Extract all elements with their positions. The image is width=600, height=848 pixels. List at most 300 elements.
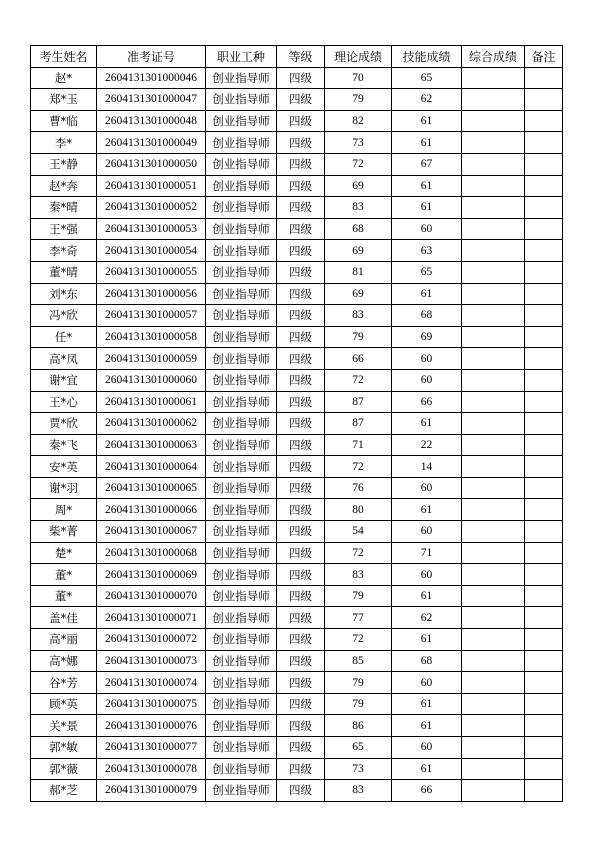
cell-name: 顾*英 [31, 693, 97, 715]
cell-overall-score [462, 175, 525, 197]
cell-name: 安*英 [31, 456, 97, 478]
cell-overall-score [462, 758, 525, 780]
cell-occupation: 创业指导师 [206, 326, 277, 348]
cell-theory-score: 73 [325, 758, 392, 780]
cell-ticket-number: 2604131301000050 [97, 153, 206, 175]
cell-remarks [525, 369, 563, 391]
table-row [31, 153, 563, 175]
cell-level: 四级 [277, 67, 325, 89]
cell-skill-score: 61 [392, 413, 462, 435]
header-level: 等级 [277, 46, 325, 68]
cell-ticket-number: 2604131301000065 [97, 477, 206, 499]
cell-remarks [525, 175, 563, 197]
cell-remarks [525, 758, 563, 780]
table-row [31, 391, 563, 413]
cell-ticket-number: 2604131301000063 [97, 434, 206, 456]
cell-occupation: 创业指导师 [206, 715, 277, 737]
header-row [31, 46, 563, 68]
cell-level: 四级 [277, 650, 325, 672]
cell-name: 郑*玉 [31, 89, 97, 111]
cell-remarks [525, 89, 563, 111]
cell-remarks [525, 326, 563, 348]
cell-occupation: 创业指导师 [206, 283, 277, 305]
cell-name: 柴*菁 [31, 521, 97, 543]
table-row [31, 585, 563, 607]
cell-remarks [525, 780, 563, 802]
cell-overall-score [462, 542, 525, 564]
table-row [31, 218, 563, 240]
cell-skill-score: 65 [392, 261, 462, 283]
cell-ticket-number: 2604131301000073 [97, 650, 206, 672]
cell-theory-score: 83 [325, 564, 392, 586]
table-row [31, 197, 563, 219]
cell-name: 高*凤 [31, 348, 97, 370]
cell-ticket-number: 2604131301000056 [97, 283, 206, 305]
cell-level: 四级 [277, 693, 325, 715]
cell-occupation: 创业指导师 [206, 261, 277, 283]
cell-overall-score [462, 629, 525, 651]
table-row [31, 672, 563, 694]
cell-theory-score: 69 [325, 240, 392, 262]
cell-level: 四级 [277, 391, 325, 413]
cell-occupation: 创业指导师 [206, 456, 277, 478]
cell-skill-score: 61 [392, 283, 462, 305]
cell-name: 高*丽 [31, 629, 97, 651]
cell-theory-score: 72 [325, 629, 392, 651]
header-ticket-number: 准考证号 [97, 46, 206, 68]
cell-ticket-number: 2604131301000046 [97, 67, 206, 89]
cell-occupation: 创业指导师 [206, 521, 277, 543]
cell-occupation: 创业指导师 [206, 67, 277, 89]
cell-occupation: 创业指导师 [206, 758, 277, 780]
cell-theory-score: 72 [325, 153, 392, 175]
cell-skill-score: 60 [392, 737, 462, 759]
cell-ticket-number: 2604131301000077 [97, 737, 206, 759]
cell-level: 四级 [277, 499, 325, 521]
cell-skill-score: 60 [392, 218, 462, 240]
cell-remarks [525, 132, 563, 154]
cell-occupation: 创业指导师 [206, 369, 277, 391]
cell-theory-score: 87 [325, 391, 392, 413]
cell-level: 四级 [277, 521, 325, 543]
cell-skill-score: 61 [392, 585, 462, 607]
cell-remarks [525, 672, 563, 694]
cell-level: 四级 [277, 348, 325, 370]
cell-overall-score [462, 369, 525, 391]
cell-theory-score: 66 [325, 348, 392, 370]
cell-remarks [525, 348, 563, 370]
table-row [31, 240, 563, 262]
cell-ticket-number: 2604131301000072 [97, 629, 206, 651]
cell-overall-score [462, 672, 525, 694]
cell-theory-score: 79 [325, 672, 392, 694]
cell-theory-score: 79 [325, 585, 392, 607]
table-row [31, 326, 563, 348]
cell-ticket-number: 2604131301000064 [97, 456, 206, 478]
cell-occupation: 创业指导师 [206, 737, 277, 759]
cell-name: 董* [31, 585, 97, 607]
cell-skill-score: 22 [392, 434, 462, 456]
cell-overall-score [462, 110, 525, 132]
cell-theory-score: 79 [325, 693, 392, 715]
cell-remarks [525, 564, 563, 586]
cell-overall-score [462, 261, 525, 283]
table-row [31, 348, 563, 370]
cell-ticket-number: 2604131301000049 [97, 132, 206, 154]
cell-name: 冯*欣 [31, 305, 97, 327]
cell-level: 四级 [277, 737, 325, 759]
header-skill-score: 技能成绩 [392, 46, 462, 68]
cell-ticket-number: 2604131301000070 [97, 585, 206, 607]
cell-skill-score: 62 [392, 607, 462, 629]
cell-theory-score: 69 [325, 175, 392, 197]
table-row [31, 175, 563, 197]
cell-ticket-number: 2604131301000069 [97, 564, 206, 586]
cell-theory-score: 72 [325, 456, 392, 478]
cell-level: 四级 [277, 542, 325, 564]
cell-overall-score [462, 283, 525, 305]
cell-occupation: 创业指导师 [206, 693, 277, 715]
cell-level: 四级 [277, 218, 325, 240]
cell-theory-score: 83 [325, 305, 392, 327]
cell-skill-score: 60 [392, 672, 462, 694]
cell-skill-score: 14 [392, 456, 462, 478]
table-row [31, 521, 563, 543]
score-sheet [30, 45, 562, 802]
cell-occupation: 创业指导师 [206, 391, 277, 413]
cell-skill-score: 62 [392, 89, 462, 111]
cell-name: 关*景 [31, 715, 97, 737]
cell-occupation: 创业指导师 [206, 499, 277, 521]
cell-name: 谢*宜 [31, 369, 97, 391]
cell-occupation: 创业指导师 [206, 607, 277, 629]
cell-remarks [525, 197, 563, 219]
cell-remarks [525, 283, 563, 305]
cell-skill-score: 69 [392, 326, 462, 348]
cell-level: 四级 [277, 110, 325, 132]
cell-level: 四级 [277, 283, 325, 305]
cell-remarks [525, 521, 563, 543]
cell-remarks [525, 110, 563, 132]
cell-occupation: 创业指导师 [206, 650, 277, 672]
cell-theory-score: 83 [325, 197, 392, 219]
table-row [31, 499, 563, 521]
cell-overall-score [462, 737, 525, 759]
cell-occupation: 创业指导师 [206, 413, 277, 435]
cell-occupation: 创业指导师 [206, 305, 277, 327]
table-row [31, 693, 563, 715]
header-occupation: 职业工种 [206, 46, 277, 68]
cell-level: 四级 [277, 477, 325, 499]
cell-name: 谷*芳 [31, 672, 97, 694]
cell-level: 四级 [277, 780, 325, 802]
cell-theory-score: 82 [325, 110, 392, 132]
cell-skill-score: 63 [392, 240, 462, 262]
cell-theory-score: 69 [325, 283, 392, 305]
cell-remarks [525, 607, 563, 629]
cell-level: 四级 [277, 369, 325, 391]
cell-occupation: 创业指导师 [206, 629, 277, 651]
cell-level: 四级 [277, 715, 325, 737]
cell-remarks [525, 153, 563, 175]
table-row [31, 434, 563, 456]
cell-remarks [525, 477, 563, 499]
cell-theory-score: 79 [325, 326, 392, 348]
table-row [31, 110, 563, 132]
cell-name: 王*强 [31, 218, 97, 240]
cell-occupation: 创业指导师 [206, 197, 277, 219]
cell-remarks [525, 456, 563, 478]
cell-remarks [525, 218, 563, 240]
cell-name: 郭*敏 [31, 737, 97, 759]
cell-ticket-number: 2604131301000054 [97, 240, 206, 262]
table-row [31, 542, 563, 564]
cell-ticket-number: 2604131301000048 [97, 110, 206, 132]
cell-overall-score [462, 521, 525, 543]
table-row [31, 650, 563, 672]
cell-overall-score [462, 326, 525, 348]
cell-name: 王*静 [31, 153, 97, 175]
cell-theory-score: 68 [325, 218, 392, 240]
cell-level: 四级 [277, 89, 325, 111]
cell-level: 四级 [277, 629, 325, 651]
cell-overall-score [462, 715, 525, 737]
cell-theory-score: 71 [325, 434, 392, 456]
cell-skill-score: 60 [392, 369, 462, 391]
cell-name: 曹*临 [31, 110, 97, 132]
cell-name: 郭*薇 [31, 758, 97, 780]
cell-ticket-number: 2604131301000059 [97, 348, 206, 370]
cell-occupation: 创业指导师 [206, 348, 277, 370]
cell-skill-score: 61 [392, 110, 462, 132]
cell-theory-score: 86 [325, 715, 392, 737]
cell-theory-score: 81 [325, 261, 392, 283]
table-row [31, 132, 563, 154]
table-row [31, 305, 563, 327]
header-theory-score: 理论成绩 [325, 46, 392, 68]
table-row [31, 629, 563, 651]
cell-name: 高*娜 [31, 650, 97, 672]
cell-ticket-number: 2604131301000058 [97, 326, 206, 348]
cell-overall-score [462, 348, 525, 370]
cell-occupation: 创业指导师 [206, 218, 277, 240]
cell-remarks [525, 434, 563, 456]
table-row [31, 413, 563, 435]
cell-name: 董* [31, 564, 97, 586]
cell-overall-score [462, 607, 525, 629]
cell-ticket-number: 2604131301000078 [97, 758, 206, 780]
cell-level: 四级 [277, 305, 325, 327]
cell-skill-score: 60 [392, 564, 462, 586]
cell-theory-score: 72 [325, 542, 392, 564]
cell-level: 四级 [277, 564, 325, 586]
cell-theory-score: 83 [325, 780, 392, 802]
cell-level: 四级 [277, 197, 325, 219]
cell-name: 李* [31, 132, 97, 154]
cell-ticket-number: 2604131301000067 [97, 521, 206, 543]
table-row [31, 477, 563, 499]
cell-name: 刘*东 [31, 283, 97, 305]
cell-ticket-number: 2604131301000061 [97, 391, 206, 413]
cell-theory-score: 85 [325, 650, 392, 672]
cell-name: 周* [31, 499, 97, 521]
cell-overall-score [462, 305, 525, 327]
cell-skill-score: 66 [392, 391, 462, 413]
table-row [31, 607, 563, 629]
cell-remarks [525, 542, 563, 564]
cell-name: 盖*佳 [31, 607, 97, 629]
cell-remarks [525, 585, 563, 607]
cell-occupation: 创业指导师 [206, 542, 277, 564]
cell-skill-score: 61 [392, 175, 462, 197]
cell-ticket-number: 2604131301000066 [97, 499, 206, 521]
cell-theory-score: 77 [325, 607, 392, 629]
cell-theory-score: 76 [325, 477, 392, 499]
cell-ticket-number: 2604131301000051 [97, 175, 206, 197]
cell-ticket-number: 2604131301000047 [97, 89, 206, 111]
cell-overall-score [462, 456, 525, 478]
cell-name: 赵* [31, 67, 97, 89]
cell-occupation: 创业指导师 [206, 153, 277, 175]
cell-level: 四级 [277, 240, 325, 262]
cell-level: 四级 [277, 326, 325, 348]
cell-ticket-number: 2604131301000076 [97, 715, 206, 737]
cell-name: 任* [31, 326, 97, 348]
header-overall-score: 综合成绩 [462, 46, 525, 68]
table-row [31, 456, 563, 478]
cell-skill-score: 68 [392, 650, 462, 672]
cell-remarks [525, 391, 563, 413]
cell-theory-score: 54 [325, 521, 392, 543]
cell-remarks [525, 240, 563, 262]
cell-level: 四级 [277, 413, 325, 435]
cell-occupation: 创业指导师 [206, 477, 277, 499]
cell-ticket-number: 2604131301000053 [97, 218, 206, 240]
cell-overall-score [462, 413, 525, 435]
cell-overall-score [462, 780, 525, 802]
cell-skill-score: 61 [392, 693, 462, 715]
cell-name: 赵*奔 [31, 175, 97, 197]
cell-remarks [525, 737, 563, 759]
header-name: 考生姓名 [31, 46, 97, 68]
cell-theory-score: 72 [325, 369, 392, 391]
table-body [31, 67, 563, 801]
table-row [31, 89, 563, 111]
cell-theory-score: 65 [325, 737, 392, 759]
table-row [31, 715, 563, 737]
cell-ticket-number: 2604131301000057 [97, 305, 206, 327]
cell-ticket-number: 2604131301000060 [97, 369, 206, 391]
cell-occupation: 创业指导师 [206, 89, 277, 111]
cell-skill-score: 60 [392, 477, 462, 499]
cell-theory-score: 87 [325, 413, 392, 435]
table-row [31, 369, 563, 391]
cell-theory-score: 79 [325, 89, 392, 111]
cell-remarks [525, 715, 563, 737]
cell-occupation: 创业指导师 [206, 110, 277, 132]
cell-level: 四级 [277, 261, 325, 283]
cell-remarks [525, 261, 563, 283]
cell-occupation: 创业指导师 [206, 585, 277, 607]
cell-level: 四级 [277, 153, 325, 175]
cell-overall-score [462, 67, 525, 89]
cell-ticket-number: 2604131301000052 [97, 197, 206, 219]
table-row [31, 283, 563, 305]
cell-overall-score [462, 499, 525, 521]
cell-level: 四级 [277, 585, 325, 607]
cell-occupation: 创业指导师 [206, 780, 277, 802]
cell-skill-score: 71 [392, 542, 462, 564]
cell-level: 四级 [277, 607, 325, 629]
cell-ticket-number: 2604131301000055 [97, 261, 206, 283]
cell-overall-score [462, 477, 525, 499]
cell-ticket-number: 2604131301000062 [97, 413, 206, 435]
cell-skill-score: 61 [392, 629, 462, 651]
cell-remarks [525, 650, 563, 672]
cell-level: 四级 [277, 456, 325, 478]
cell-overall-score [462, 218, 525, 240]
score-table [30, 45, 563, 802]
cell-level: 四级 [277, 672, 325, 694]
table-row [31, 737, 563, 759]
header-remarks: 备注 [525, 46, 563, 68]
cell-skill-score: 61 [392, 499, 462, 521]
cell-overall-score [462, 434, 525, 456]
cell-remarks [525, 629, 563, 651]
cell-ticket-number: 2604131301000075 [97, 693, 206, 715]
cell-occupation: 创业指导师 [206, 175, 277, 197]
cell-occupation: 创业指导师 [206, 564, 277, 586]
cell-name: 秦*晴 [31, 197, 97, 219]
cell-remarks [525, 499, 563, 521]
cell-remarks [525, 693, 563, 715]
cell-skill-score: 61 [392, 197, 462, 219]
cell-level: 四级 [277, 132, 325, 154]
cell-name: 贾*欣 [31, 413, 97, 435]
cell-skill-score: 68 [392, 305, 462, 327]
table-row [31, 67, 563, 89]
cell-skill-score: 61 [392, 132, 462, 154]
cell-name: 董*晴 [31, 261, 97, 283]
cell-skill-score: 60 [392, 348, 462, 370]
cell-overall-score [462, 693, 525, 715]
cell-name: 楚* [31, 542, 97, 564]
cell-skill-score: 65 [392, 67, 462, 89]
cell-level: 四级 [277, 175, 325, 197]
cell-skill-score: 61 [392, 758, 462, 780]
cell-level: 四级 [277, 434, 325, 456]
cell-overall-score [462, 132, 525, 154]
cell-occupation: 创业指导师 [206, 132, 277, 154]
cell-overall-score [462, 391, 525, 413]
cell-name: 李*奇 [31, 240, 97, 262]
cell-remarks [525, 305, 563, 327]
cell-ticket-number: 2604131301000068 [97, 542, 206, 564]
cell-theory-score: 80 [325, 499, 392, 521]
cell-ticket-number: 2604131301000071 [97, 607, 206, 629]
cell-theory-score: 70 [325, 67, 392, 89]
table-row [31, 780, 563, 802]
cell-skill-score: 66 [392, 780, 462, 802]
cell-name: 郝*芝 [31, 780, 97, 802]
cell-ticket-number: 2604131301000079 [97, 780, 206, 802]
cell-overall-score [462, 650, 525, 672]
cell-occupation: 创业指导师 [206, 240, 277, 262]
cell-skill-score: 60 [392, 521, 462, 543]
cell-name: 王*心 [31, 391, 97, 413]
table-row [31, 261, 563, 283]
cell-occupation: 创业指导师 [206, 672, 277, 694]
